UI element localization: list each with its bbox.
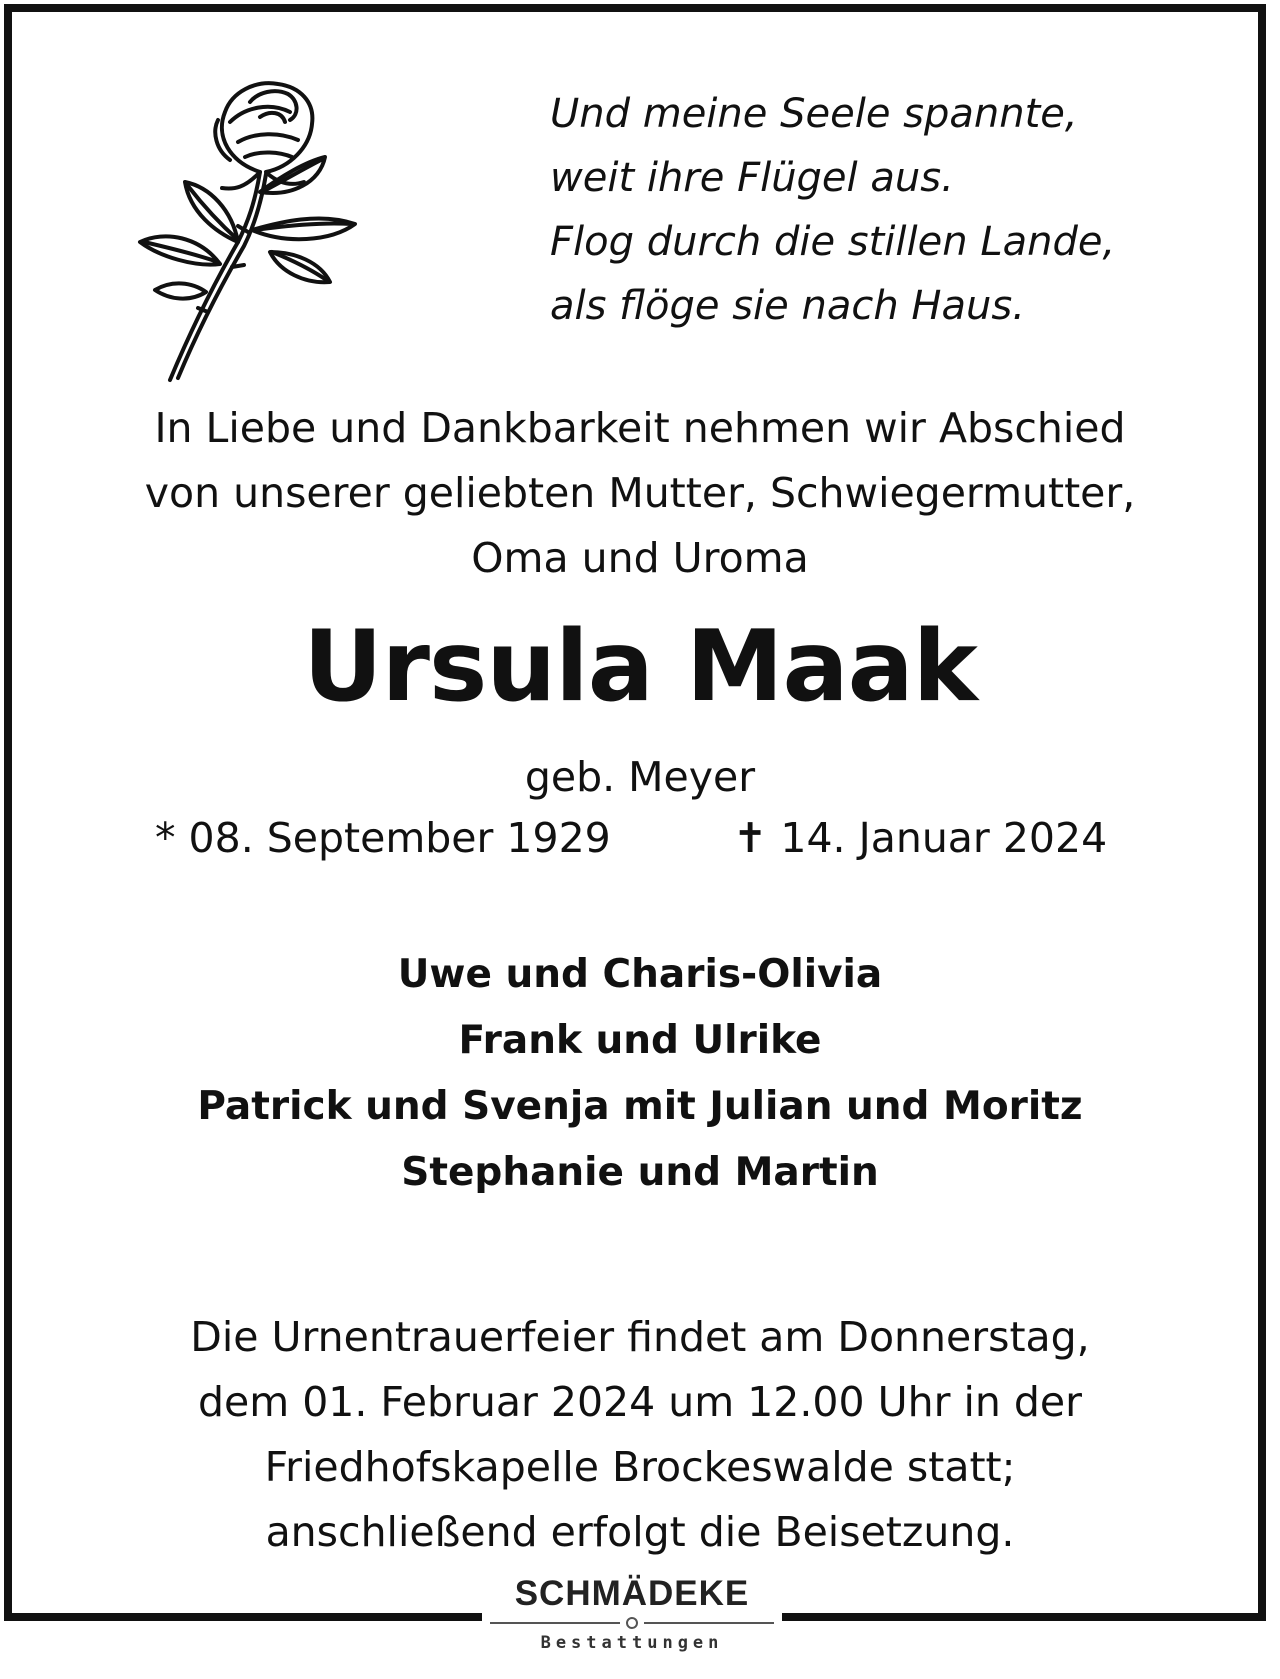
service-line: Die Urnentrauerfeier findet am Donnerstag,	[190, 1313, 1090, 1361]
poem	[550, 82, 1250, 338]
mourner-entry: Stephanie und Martin	[401, 1150, 879, 1195]
funeral-home-logo	[482, 1572, 782, 1679]
logo-subtitle: Bestattungen	[540, 1633, 724, 1653]
maiden-name: geb. Meyer	[524, 753, 756, 801]
mourner-entry: Frank und Ulrike	[458, 1018, 822, 1063]
poem-line: Und meine Seele spannte,	[550, 91, 1078, 137]
death-date: ✝ 14. Januar 2024	[733, 814, 1108, 862]
service-announcement	[0, 1305, 1280, 1565]
intro-line: In Liebe und Dankbarkeit nehmen wir Abschied	[154, 404, 1126, 452]
life-dates	[0, 808, 1280, 868]
poem-line: als flöge sie nach Haus.	[550, 283, 1025, 329]
intro-line: von unserer geliebten Mutter, Schwiegermutter,	[144, 469, 1136, 517]
mourners-list	[0, 942, 1280, 1206]
service-line: anschließend erfolgt die Beisetzung.	[265, 1508, 1015, 1556]
service-line: dem 01. Februar 2024 um 12.00 Uhr in der	[197, 1378, 1083, 1426]
poem-line: weit ihre Flügel aus.	[550, 155, 954, 201]
intro-line: Oma und Uroma	[471, 534, 809, 582]
farewell-intro	[0, 396, 1280, 591]
rose-icon	[120, 62, 410, 392]
service-line: Friedhofskapelle Brockeswalde statt;	[264, 1443, 1016, 1491]
deceased-name: Ursula Maak	[303, 610, 977, 724]
mourner-entry: Patrick und Svenja mit Julian und Moritz	[197, 1084, 1083, 1129]
logo-name: SCHMÄDEKE	[514, 1574, 750, 1613]
mourner-entry: Uwe und Charis-Olivia	[397, 952, 883, 997]
poem-line: Flog durch die stillen Lande,	[550, 219, 1116, 265]
logo-divider	[490, 1616, 774, 1630]
birth-date: * 08. September 1929	[155, 814, 611, 862]
